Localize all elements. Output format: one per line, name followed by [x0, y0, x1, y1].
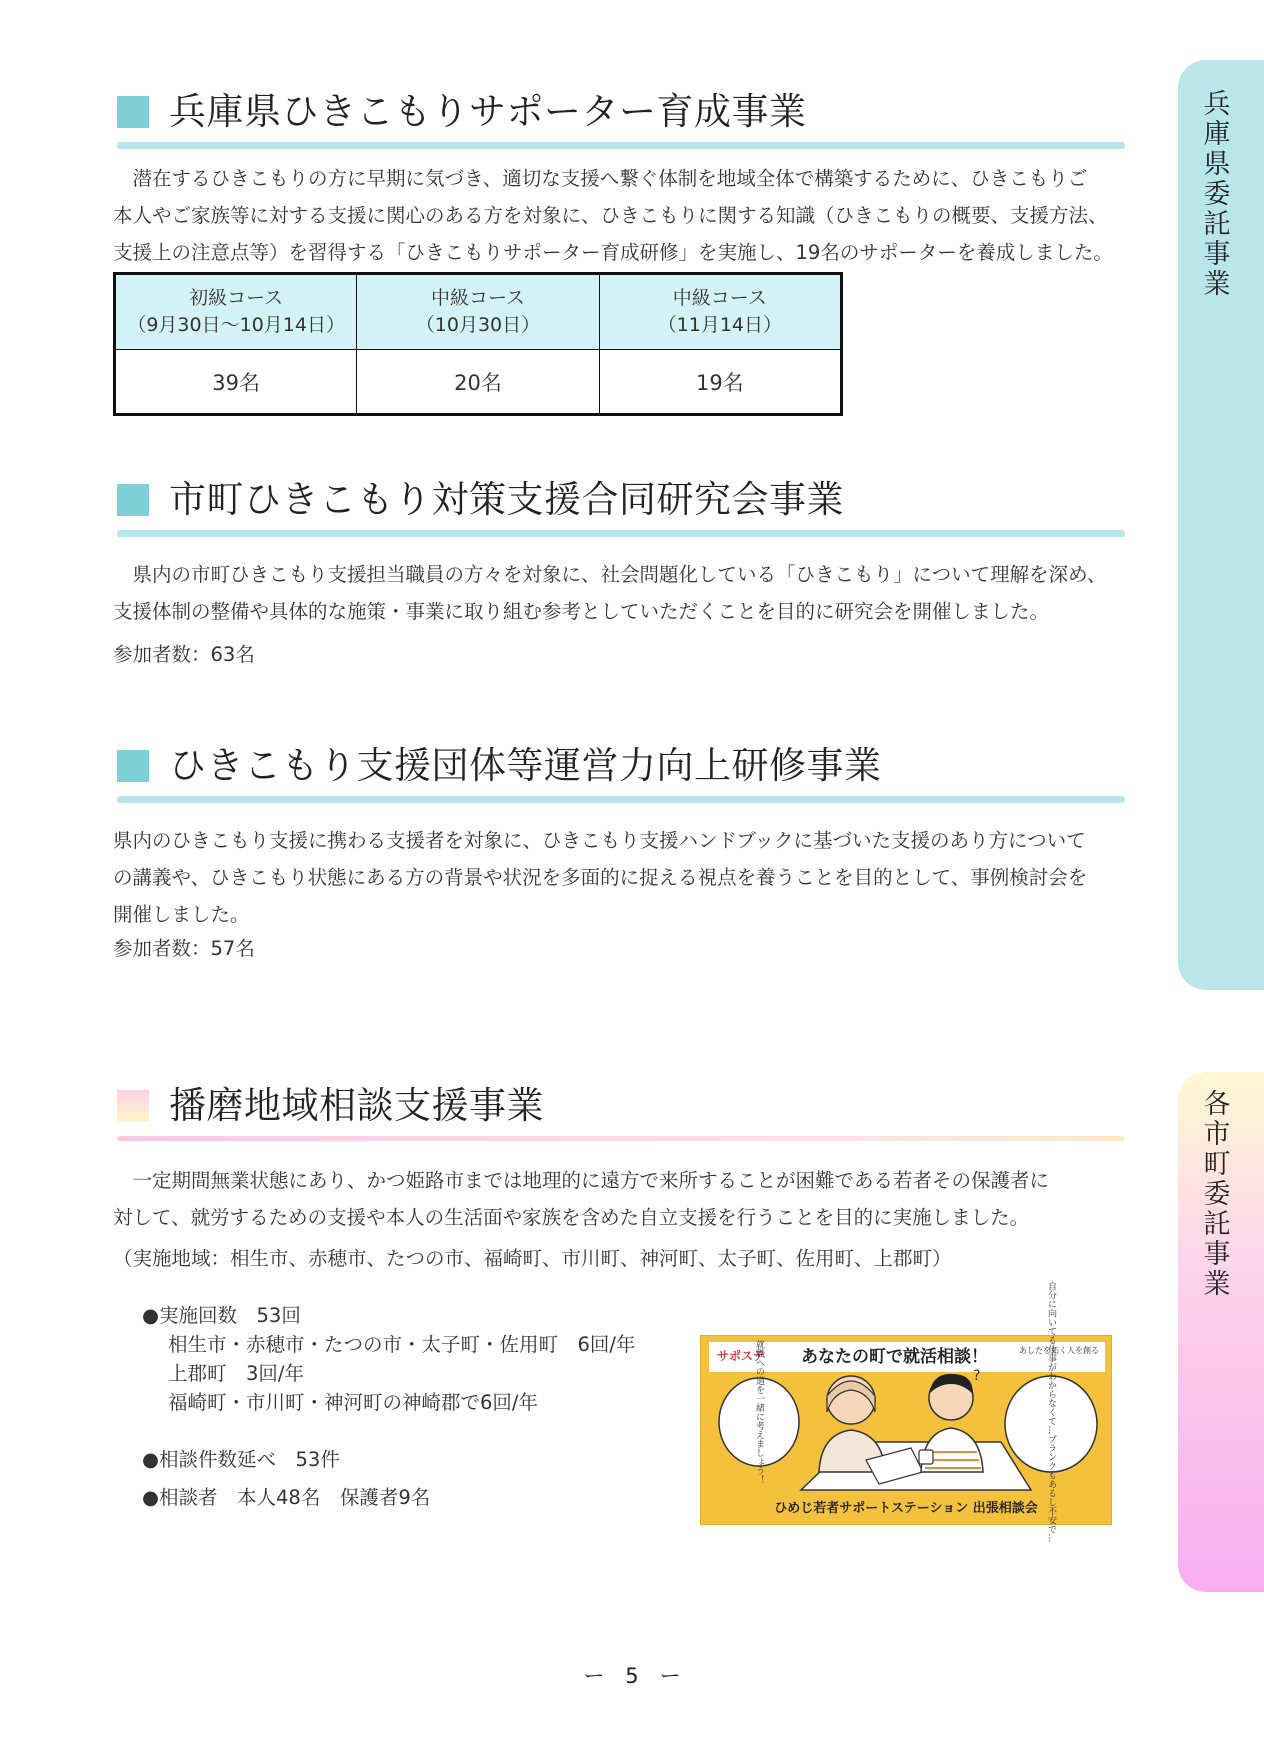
tab-municipal-projects: [1178, 1072, 1264, 1592]
stat-sub-line: 福崎町・市川町・神河町の神崎郡で6回/年: [168, 1391, 538, 1414]
body-line: 対して、就労するための支援や本人の生活面や家族を含めた自立支援を行うことを目的に実施しました。: [113, 1206, 1030, 1229]
header-line: 中級コース: [672, 287, 767, 309]
tab-prefecture-projects: [1178, 60, 1264, 990]
header-line: 中級コース: [430, 287, 525, 309]
poster-footer: ひめじ若者サポートステーション 出張相談会: [774, 1501, 1038, 1516]
heading-marker: [117, 750, 149, 782]
body-line: 潜在するひきこもりの方に早期に気づき、適切な支援へ繋ぐ体制を地域全体で構築するために、ひきこもりご: [132, 167, 1088, 190]
heading-rule: [117, 142, 1125, 149]
section-title: 兵庫県ひきこもりサポーター育成事業: [169, 90, 807, 133]
body-line: 県内の市町ひきこもり支援担当職員の方々を対象に、社会問題化している「ひきこもり」について理解を深め、: [132, 563, 1107, 586]
table-row: [115, 350, 842, 415]
header-line: （10月30日）: [415, 314, 541, 336]
page-number: ー 5 ー: [583, 1664, 681, 1688]
heading-marker: [117, 484, 149, 516]
stat-count: ●実施回数 53回: [142, 1304, 301, 1327]
section-body-harima: [113, 1162, 1125, 1236]
section-body-training: [113, 822, 1125, 933]
stat-consultees: ●相談者 本人48名 保護者9名: [142, 1486, 431, 1509]
heading-rule: [117, 530, 1125, 537]
heading-marker: [117, 96, 149, 128]
header-line: （11月14日）: [657, 314, 782, 336]
poster-headline: あなたの町で就活相談！: [801, 1347, 988, 1367]
bubble-left-text: 就職への道を一緒に考えましょう！: [754, 1340, 764, 1484]
heading-rule: [117, 1136, 1125, 1141]
body-line: 支援上の注意点等）を習得する「ひきこもりサポーター育成研修」を実施し、19名のサポーターを養成しました。: [113, 241, 1113, 264]
body-line: 一定期間無業状態にあり、かつ姫路市までは地理的に遠方で来所することが困難である若者その保護者に: [132, 1169, 1050, 1192]
heading-rule: [117, 796, 1125, 803]
sapo-logo: サポステ: [717, 1349, 765, 1363]
stat-sub-line: 上郡町 3回/年: [168, 1362, 304, 1385]
tab-prefecture-label: 兵庫県委託事業: [1203, 89, 1231, 300]
heading-marker: [117, 1090, 149, 1122]
stat-sub-line: 相生市・赤穂市・たつの市・太子町・佐用町 6回/年: [168, 1333, 636, 1356]
tab-municipal-label: 各市町委託事業: [1203, 1089, 1231, 1300]
cup-icon: [919, 1450, 933, 1464]
header-line: （9月30日〜10月14日）: [127, 314, 345, 336]
table-cell: 39名: [115, 350, 357, 415]
section-title: 播磨地域相談支援事業: [169, 1084, 544, 1127]
body-line: 支援体制の整備や具体的な施策・事業に取り組む参考としていただくことを目的に研究会を開催しました。: [113, 600, 1050, 623]
section-title: 市町ひきこもり対策支援合同研究会事業: [169, 478, 844, 521]
course-table: [113, 272, 843, 416]
body-line: 開催しました。: [113, 903, 250, 926]
ministry-logo: あしたを拓く人を創る: [1019, 1346, 1099, 1355]
section-title: ひきこもり支援団体等運営力向上研修事業: [169, 744, 882, 787]
header-line: 初級コース: [189, 287, 284, 309]
question-mark-icon: ?: [973, 1368, 981, 1384]
table-cell: 19名: [599, 350, 841, 415]
body-line: の講義や、ひきこもり状態にある方の背景や状況を多面的に捉える視点を養うことを目的として、事例検討会を: [113, 866, 1088, 889]
table-header-cell: [599, 274, 841, 350]
implementation-area: （実施地域：相生市、赤穂市、たつの市、福崎町、市川町、神河町、太子町、佐用町、上郡町）: [113, 1247, 952, 1270]
body-line: 本人やご家族等に対する支援に関心のある方を対象に、ひきこもりに関する知識（ひきこもりの概要、支援方法、: [113, 204, 1108, 227]
consultation-poster: [700, 1281, 1112, 1543]
body-line: 県内のひきこもり支援に携わる支援者を対象に、ひきこもり支援ハンドブックに基づいた支援のあり方について: [113, 829, 1086, 852]
table-cell: 20名: [357, 350, 599, 415]
bubble-right-text: 自分に向いてる仕事がわからなくて…ブランクもあるし不安で…: [1046, 1281, 1056, 1543]
section-body-supporter: [113, 160, 1125, 271]
table-header-cell: [357, 274, 599, 350]
stat-consultations: ●相談件数延べ 53件: [142, 1448, 340, 1471]
participants-count: 参加者数：63名: [113, 643, 255, 666]
section-body-research: [113, 556, 1125, 630]
table-header-cell: [115, 274, 357, 350]
table-header-row: [115, 274, 842, 350]
participants-count: 参加者数：57名: [113, 937, 255, 960]
